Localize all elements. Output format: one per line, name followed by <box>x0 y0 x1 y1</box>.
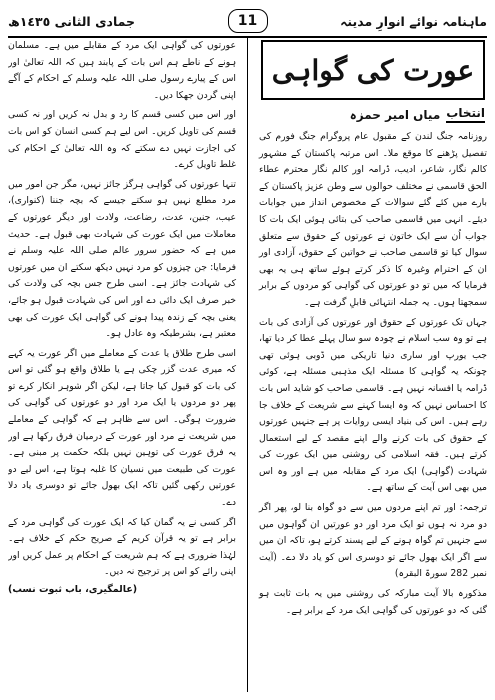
paragraph: عورتوں کی گواہی ایک مرد کے مقابلے میں ہے۔ مسلمان ہونے کے ناطے ہم اس بات کے پابند ہیں کہ اللہ تعالیٰ اور اس کے پیارے رسول صلی اللہ علیہ وسلم کے احکام کے آگے اپنی گردن جھکا دیں۔ <box>8 40 237 101</box>
paragraph: اور اس میں کسی قسم کا رد و بدل نہ کریں اور نہ کسی قسم کی تاویل کریں۔ اس لیے ہم کسی انسان کو اس بات کی اجازت نہیں دے سکتے کہ وہ اللہ تعالیٰ کے احکام کی غلط تاویل کرے۔ <box>8 109 237 171</box>
byline <box>261 106 485 123</box>
quran-translation-paragraph: ترجمہ: اور تم اپنے مردوں میں سے دو گواہ بنا لو، پھر اگر دو مرد نہ ہوں تو ایک مرد اور دو عورتیں ان گواہوں میں سے جنہیں تم گواہ ہونے کے لیے پسند کرتے ہو، تاکہ ان میں سے اگر ایک بھول جائے تو دوسری اس کو یاد دلا دے۔ (آیت نمبر 282 سورۃ البقرہ) <box>258 502 487 580</box>
paragraph: اسی طرح طلاق یا عدت کے معاملے میں اگر عورت یہ کہے کہ میری عدت گزر چکی ہے یا طلاق واقع ہو گئی تو اس کی بات کو قبول کیا جاتا ہے، لیکن اگر شوہر انکار کرے تو پھر دو مردوں یا ایک مرد اور دو عورتوں کی گواہی کی ضرورت ہوگی۔ اس سے ظاہر ہے کہ گواہی کے معاملے میں شریعت نے مرد اور عورت کے درمیان فرق رکھا ہے اور یہ فرق عورت کی توہین نہیں بلکہ حکمت پر مبنی ہے۔ عورت کی طبیعت میں نسیان کا غلبہ ہوتا ہے، اس لیے دو عورتیں رکھی گئیں تاکہ ایک بھول جائے تو دوسری یاد دلا دے۔ <box>8 347 237 509</box>
paragraph: تنہا عورتوں کی گواہی ہرگز جائز نہیں، مگر جن امور میں مرد مطلع نہیں ہو سکتے جیسے کہ بچہ جننا (کنواری)، عیب، جنین، عدت، رضاعت، ولادت اور دیگر عورتوں کے معاملات میں ایک عورت کی شہادت بھی قبول ہے۔ حدیث میں ہے کہ حضور سرور عالم صلی اللہ علیہ وسلم نے فرمایا: جن چیزوں کو مرد نہیں دیکھ سکتے ان میں عورتوں کی شہادت جائز ہے۔ اسی طرح جس بچہ کی ولادت کی خبر صرف ایک دائی دے اور اس کی شہادت قبول ہو جائے، یعنی بچہ کے زندہ پیدا ہونے کی گواہی ایک عورت کی بھی معتبر ہے، بشرطیکہ وہ عادل ہو۔ <box>8 178 237 340</box>
paragraph: جہاں تک عورتوں کے حقوق اور عورتوں کی آزادی کی بات ہے تو وہ سب اسلام نے چودہ سو سال پہلے عطا کر دیا تھا، جب یورپ اور ساری دنیا تاریکی میں ڈوبی ہوئی تھی چونکہ یہ گواہی کا مسئلہ ایک مذہبی مسئلہ ہے، کوئی ڈرامہ یا افسانہ نہیں ہے۔ قاسمی صاحب کو شاید اس بات کا احساس نہیں کہ وہ ایسا کہنے سے شریعت کے خلاف جا رہے ہیں۔ اس کی بنیاد ایسی روایات پر ہے جنہیں عورتوں کے حقوق کی بات کرنے والے اپنے مقصد کے لیے استعمال کرتے ہیں۔ فقہ اسلامی کی روشنی میں ایک عورت کی شہادت (گواہی) ایک مرد کے مقابلہ میں ہے اور وہ اس میں بھی اس آیت کے ساتھ ہے۔ <box>258 316 487 494</box>
right-column <box>253 38 487 692</box>
article-columns <box>8 38 487 692</box>
paragraph: روزنامہ جنگ لندن کے مقبول عام پروگرام جنگ فورم کی تفصیل پڑھنے کا موقع ملا۔ اس مرتبہ پاکستان کے مشہور کالم نگار، شاعر، ادیب، ڈرامہ اور کالم نگار محترم عطاء الحق قاسمی نے مختلف حوالوں سے وطن عزیز پاکستان کے بارے میں کئے گئے سوالات کے مخصوص انداز میں جوابات دیئے۔ انہی میں قاسمی صاحب کی بتائی ہوئی ایک بات کا جواب اُن سے ایک خاتون نے عورتوں کے حقوق سے متعلق سوال کیا تو قاسمی صاحب نے خواتین کے حقوق، آزادی اور ان کے احترام وغیرہ کا ذکر کرتے ہوئے ساتھ ہی یہ بھی فرمایا کہ میں تو دو عورتوں کی گواہی کو مردوں کے برابر سمجھتا ہوں۔ یہ جملہ انتہائی قابلِ گرفت ہے۔ <box>258 131 487 308</box>
paragraph: اگر کسی نے یہ گمان کیا کہ ایک عورت کی گواہی مرد کے برابر ہے تو یہ قرآن کریم کے صریح حکم کے خلاف ہے۔ لہٰذا ضروری ہے کہ ہم شریعت کے احکام پر عمل کریں اور اپنی رائے کو اس پر ترجیح نہ دیں۔ <box>8 516 237 578</box>
paragraph: مذکورہ بالا آیت مبارکہ کی روشنی میں یہ بات ثابت ہو گئی کہ دو عورتوں کی گواہی ایک مرد کے برابر ہے۔ <box>258 588 487 616</box>
left-column <box>8 38 242 692</box>
issue-date: جمادی الثانی ١٤٣٥ھ <box>8 13 136 29</box>
page-number: 11 <box>228 9 268 33</box>
article-title-box <box>261 40 485 100</box>
byline-author: میاں امیر حمزہ <box>349 107 441 122</box>
column-divider <box>247 38 248 692</box>
reference-citation: (عالمگیری، باب ثبوت نسب) <box>8 584 138 595</box>
byline-label: انتخاب <box>446 106 485 123</box>
page-header <box>8 6 487 38</box>
magazine-title: ماہنامہ نوائے انوارِ مدینہ <box>340 13 487 29</box>
article-title: عورت کی گواہی <box>271 53 475 87</box>
